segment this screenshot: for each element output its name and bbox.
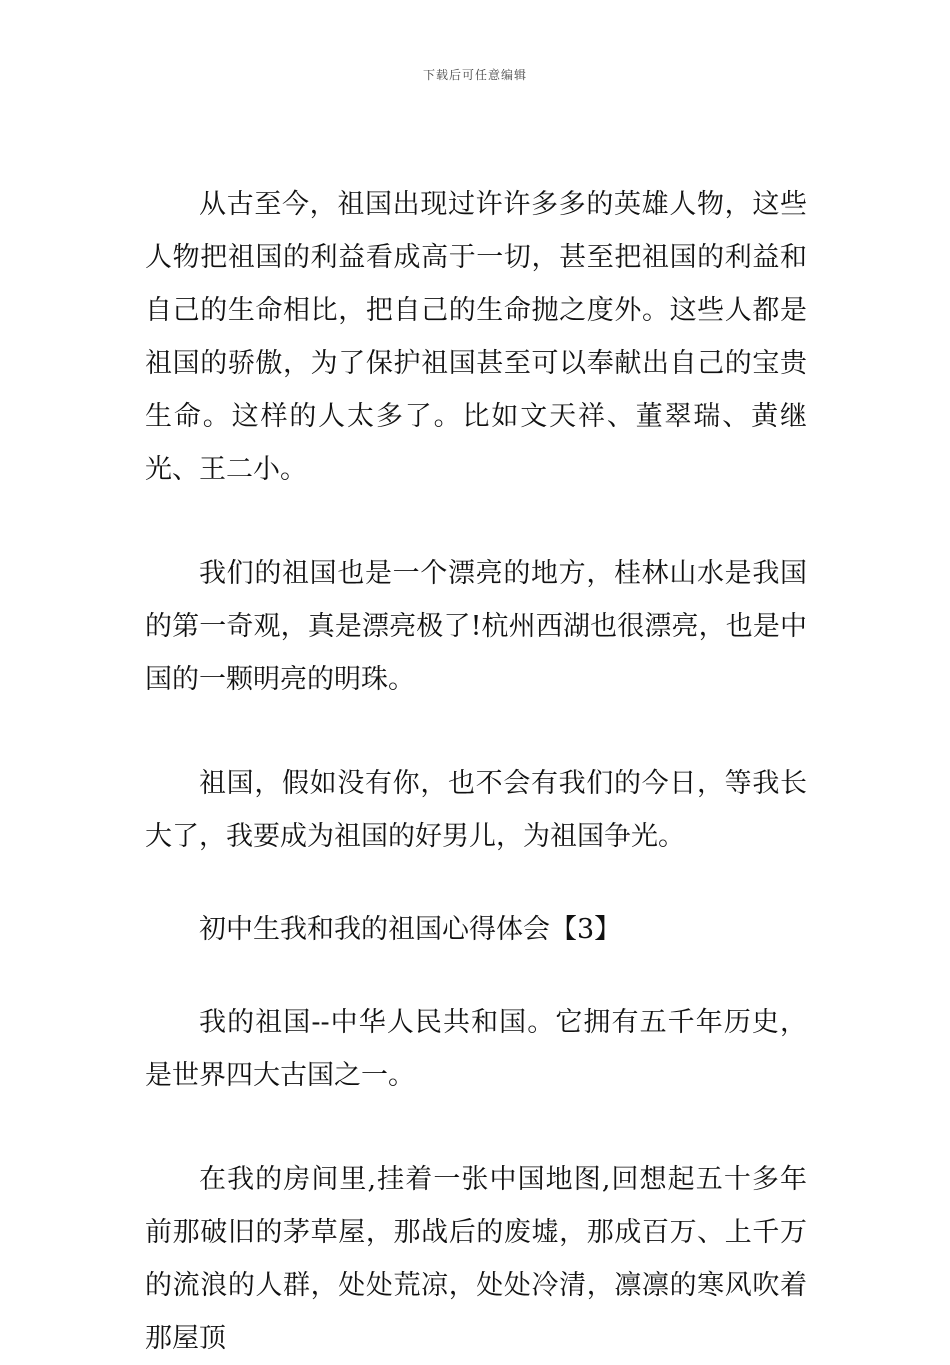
paragraph-spacer (145, 863, 807, 903)
paragraph-heroes: 从古至今，祖国出现过许许多多的英雄人物，这些人物把祖国的利益看成高于一切，甚至把祖国的利益和自己的生命相比，把自己的生命抛之度外。这些人都是祖国的骄傲，为了保护祖国甚至可以奉献出自己的宝贵生命。这样的人太多了。比如文天祥、董翠瑞、黄继光、王二小。 (145, 189, 807, 485)
paragraph-spacer (145, 706, 807, 757)
document-body (145, 178, 807, 1365)
paragraph-spacer (145, 956, 807, 996)
page-header-note: 下载后可任意编辑 (422, 68, 527, 82)
paragraph-history: 我的祖国--中华人民共和国。它拥有五千年历史，是世界四大古国之一。 (145, 1007, 807, 1091)
paragraph-aspiration: 祖国，假如没有你，也不会有我们的今日，等我长大了，我要成为祖国的好男儿，为祖国争光。 (145, 768, 807, 852)
paragraph-spacer (145, 1102, 807, 1153)
paragraph-map-memory: 在我的房间里,挂着一张中国地图,回想起五十多年前那破旧的茅草屋，那战后的废墟，那成百万、上千万的流浪的人群，处处荒凉，处处冷清，凛凛的寒风吹着那屋顶 (145, 1164, 807, 1354)
paragraph-scenery: 我们的祖国也是一个漂亮的地方，桂林山水是我国的第一奇观，真是漂亮极了!杭州西湖也很漂亮，也是中国的一颗明亮的明珠。 (145, 558, 807, 695)
paragraph-spacer (145, 496, 807, 547)
section-heading: 初中生我和我的祖国心得体会【3】 (199, 914, 622, 945)
